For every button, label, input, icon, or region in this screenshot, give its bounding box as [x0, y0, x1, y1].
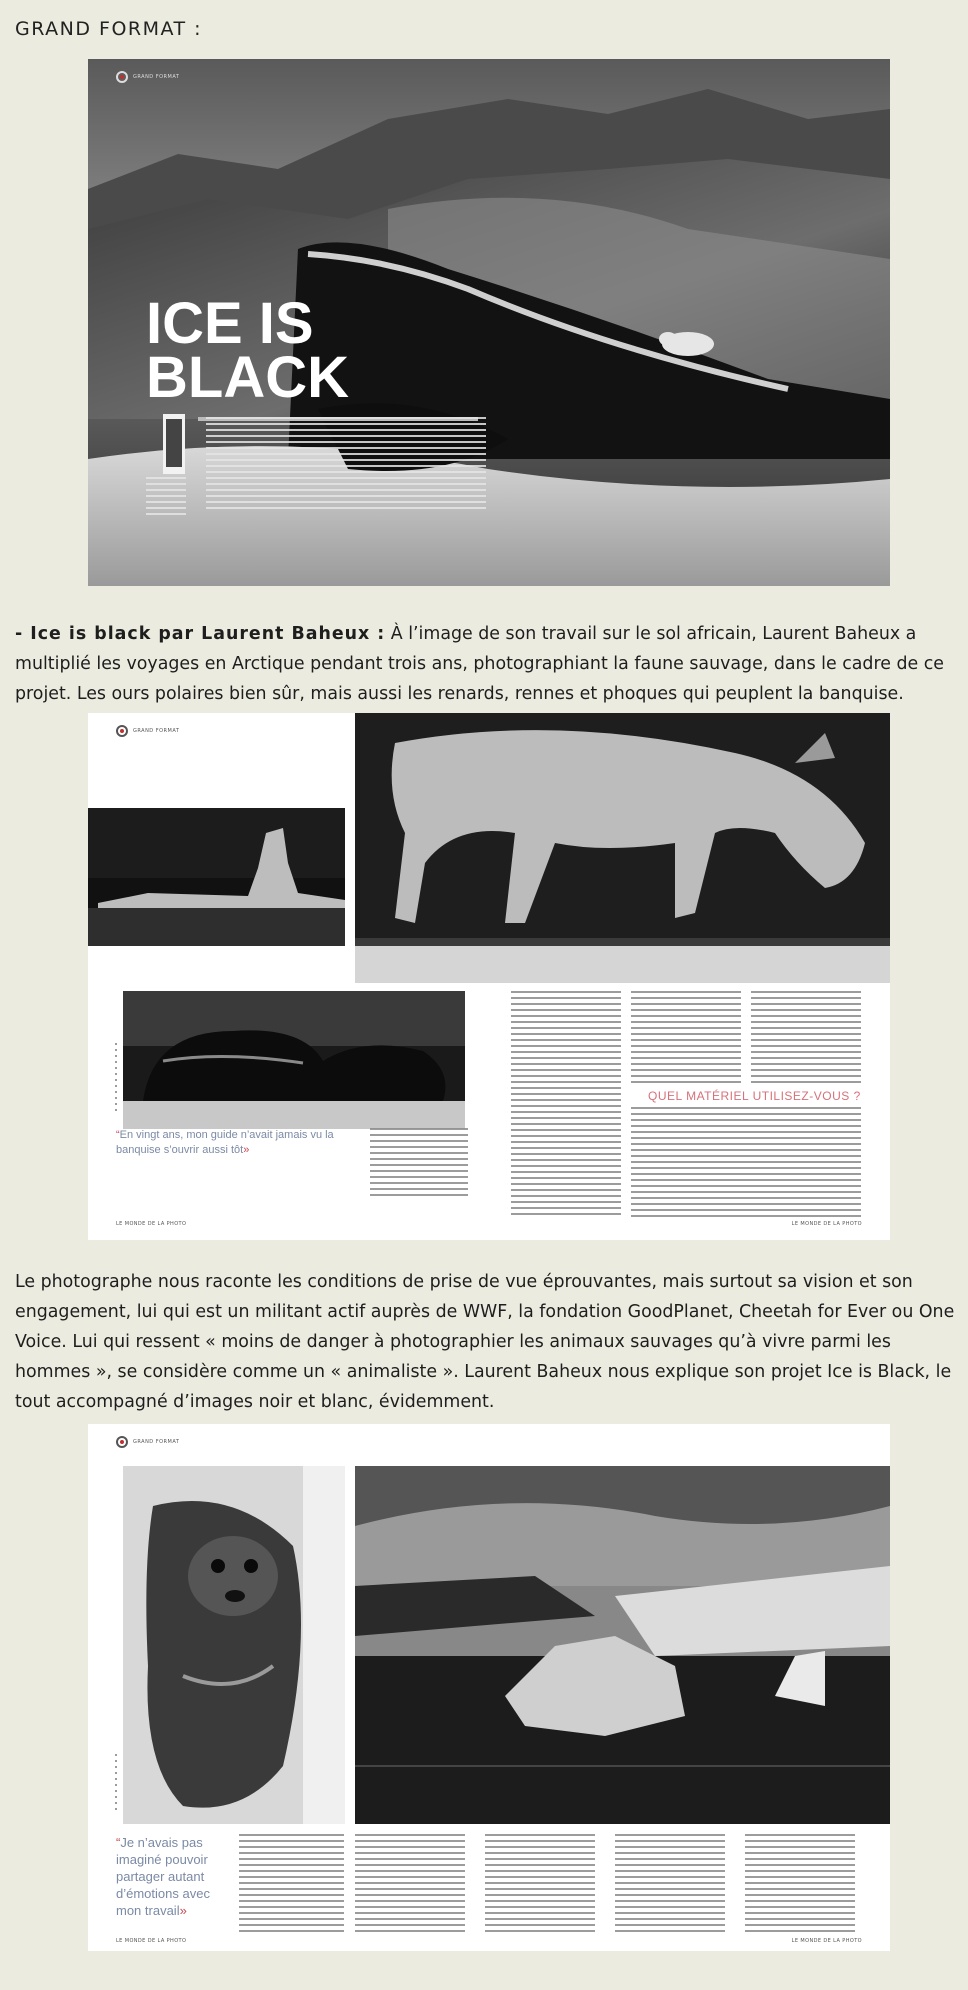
- quote-open-icon: “: [116, 1835, 121, 1850]
- equipment-subheading: QUEL MATÉRIEL UTILISEZ-VOUS ?: [648, 1089, 861, 1103]
- page-folio-left: LE MONDE DE LA PHOTO: [116, 1938, 187, 1944]
- page-folio-right: LE MONDE DE LA PHOTO: [791, 1221, 862, 1227]
- logo-icon: [116, 71, 128, 83]
- magazine-spread-ice-is-black: [88, 59, 890, 586]
- article-column-1: [239, 1834, 344, 1934]
- page-folio-left: LE MONDE DE LA PHOTO: [116, 1221, 187, 1227]
- article-column-5: [631, 1107, 861, 1219]
- photo-credit-text: [115, 1754, 117, 1814]
- logo-icon: [116, 1436, 128, 1448]
- seal-photo: [123, 1466, 345, 1824]
- intro-text: À l’image de son travail sur le sol africain, Laurent Baheux a multiplié les voyages en Arctique pendant trois ans, photographiant la faune sauvage, dans le cadre de ce projet. Les ours polaires bien sûr, mais aussi les renards, rennes et phoques qui peuplent la banquise.: [15, 624, 944, 704]
- section-heading: GRAND FORMAT :: [15, 18, 203, 40]
- title-line-2: BLACK: [146, 345, 349, 410]
- magazine-logo: GRAND FORMAT: [116, 1436, 179, 1448]
- title-line-1: ICE IS: [146, 291, 314, 356]
- photo-credit-text: [115, 1043, 117, 1113]
- page-folio-right: LE MONDE DE LA PHOTO: [791, 1938, 862, 1944]
- article-column-4: [751, 991, 861, 1083]
- quote-open-icon: “: [116, 1129, 120, 1141]
- iceberg-photo: [88, 808, 345, 946]
- magazine-spread-arctic-wildlife: [88, 713, 890, 1240]
- logo-icon: [116, 725, 128, 737]
- spread-title: [146, 291, 349, 410]
- intro-bold-title: - Ice is black par Laurent Baheux :: [15, 624, 386, 644]
- article-column-3: [485, 1834, 595, 1934]
- reindeer-photo: [355, 713, 890, 983]
- quote-close-icon: »: [179, 1903, 187, 1918]
- article-column-2: [511, 991, 621, 1219]
- article-column-5: [745, 1834, 855, 1934]
- muskox-photo: [123, 991, 465, 1129]
- intro-paragraph: [15, 619, 955, 709]
- article-column-3: [631, 991, 741, 1083]
- article-column-2: [355, 1834, 465, 1934]
- article-text-block: [206, 417, 486, 509]
- pull-quote: “Je n’avais pas imaginé pouvoir partager autant d’émotions avec mon travail»: [116, 1835, 210, 1918]
- book-caption-text: [146, 477, 186, 517]
- glacier-ice-photo: [355, 1466, 890, 1824]
- magazine-logo: GRAND FORMAT: [116, 71, 179, 83]
- magazine-spread-seal: [88, 1424, 890, 1951]
- body-paragraph: Le photographe nous raconte les conditions de prise de vue éprouvantes, mais surtout sa vision et son engagement, lui qui est un militant actif auprès de WWF, la fondation GoodPlanet, Cheetah for Ever ou One Voice. Lui qui ressent « moins de danger à photographier les animaux sauvages qu’à vivre parmi les hommes », se considère comme un « animaliste ». Laurent Baheux nous explique son projet Ice is Black, le tout accompagné d’images noir et blanc, évidemment.: [15, 1272, 955, 1412]
- pull-quote: “En vingt ans, mon guide n’avait jamais vu la banquise s’ouvrir aussi tôt»: [116, 1129, 334, 1156]
- quote-close-icon: »: [243, 1144, 250, 1156]
- article-column-4: [615, 1834, 725, 1934]
- article-column-1: [370, 1128, 468, 1200]
- magazine-logo: GRAND FORMAT: [116, 725, 179, 737]
